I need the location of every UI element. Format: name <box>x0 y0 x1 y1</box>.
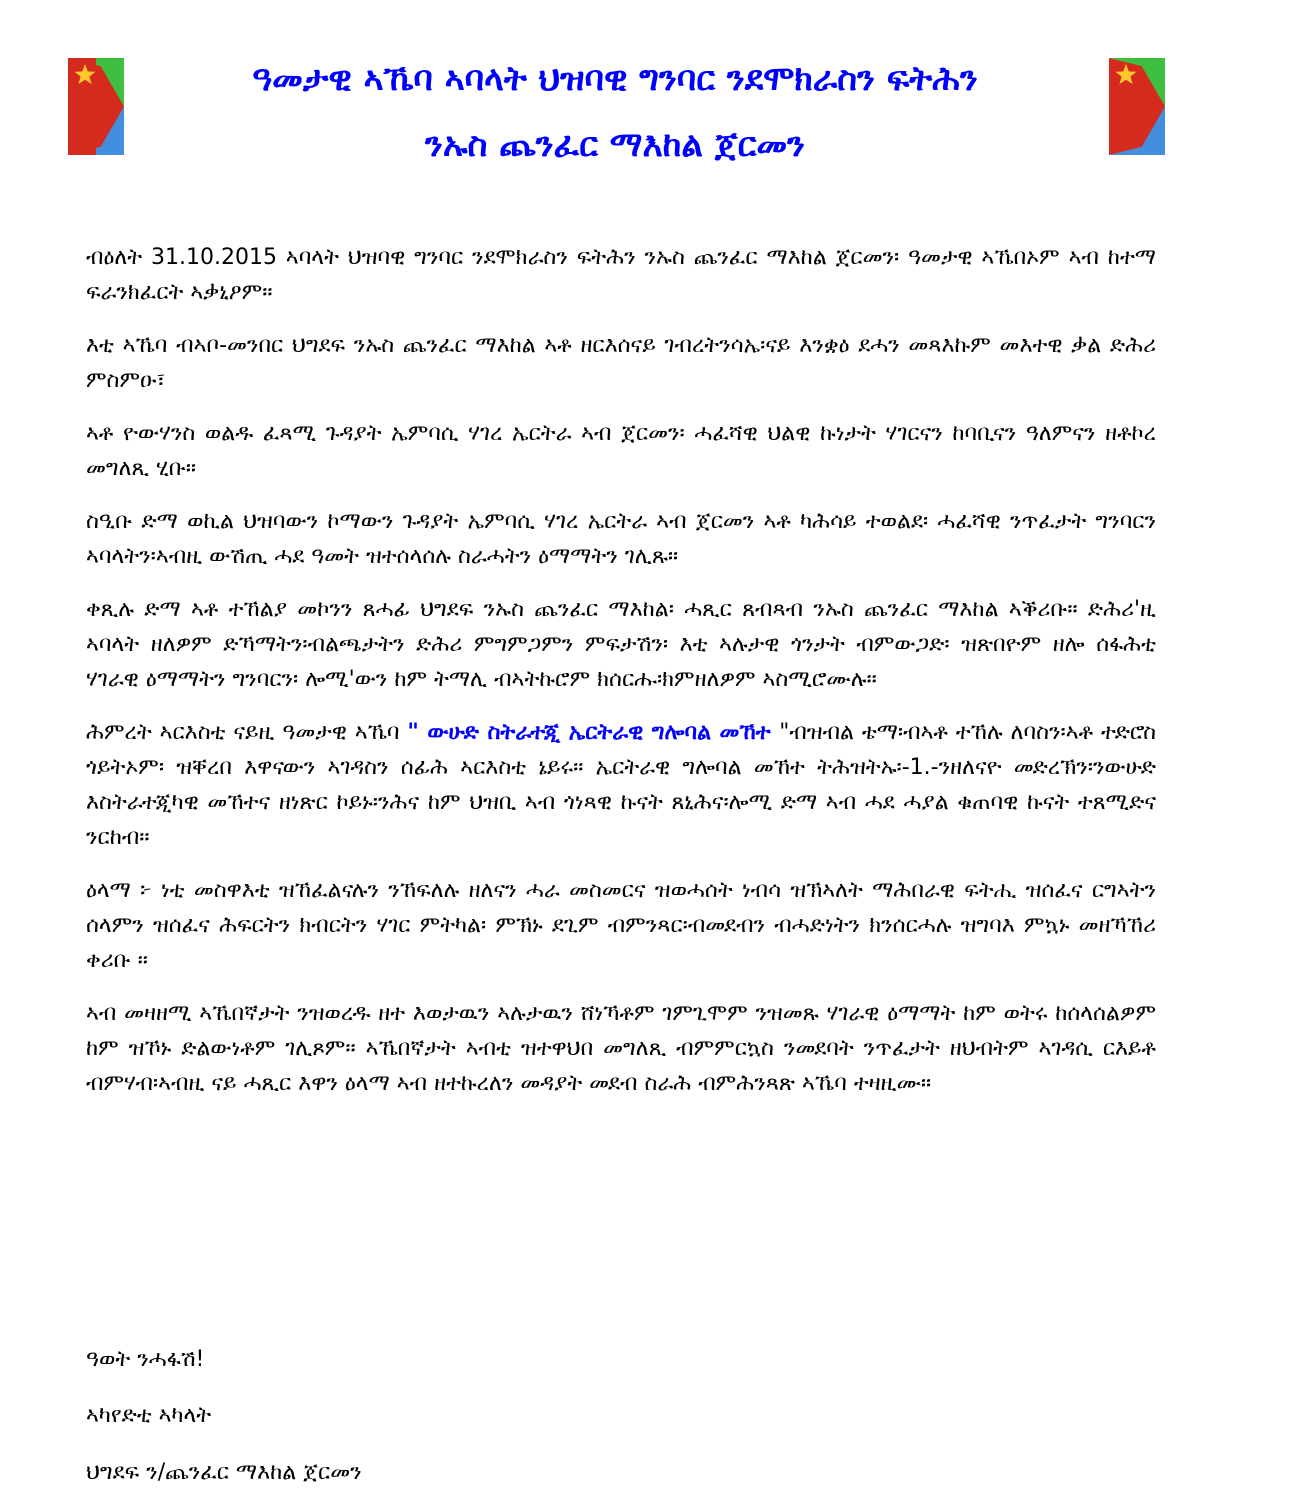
paragraph-secretary-report: ቀጺሉ ድማ ኣቶ ተኸልያ መኮንን ጸሓፊ ህግደፍ ንኡስ ጨንፈር ማእከል፡ ሓጺር ጸብጻብ ንኡስ ጨንፈር ማእከል ኣቕሪቡ። ድሕሪ'ዚ ኣባላት ዘለዎም ድኻማትን፡ብልጫታትን ድሕሪ ምግምጋምን ምፍታሽን፡ እቲ ኣሉታዊ ጎንታት ብምውጋድ፡ ዝጽበዮም ዘሎ ሰፋሕቲ ሃገራዊ ዕማማትን ግንባርን፡ ሎሚ'ውን ከም ትማሊ ብኣትኩሮም ክሰርሑ፡ክምዘለዎም ኣስሚሮሙሉ። <box>86 597 1156 692</box>
paragraph-conclusion: ኣብ መዛዘሚ ኣኼበኛታት ንዝወረዱ ዘተ እወታዉን ኣሉታዉን ሸነኻቶም ገምጊሞም ንዝመጹ ሃገራዊ ዕማማት ከም ወትሩ ከሰላሰልዎም ከም ዝኾኑ ድልውነቶም ገሊጾም። ኣኼበኛታት ኣብቲ ዝተዋህበ መግለጺ ብምምርኳስ ንመደባት ንጥፈታት ዘህብትም ኣገዳሲ ርእይቶ ብምሃብ፡ኣብዚ ናይ ሓጺር እዋን ዕላማ ኣብ ዘተኩረለን መዳያት መደብ ስራሕ ብምሕንጻጽ ኣኼባ ተዛዚሙ። <box>86 1001 1156 1096</box>
theme-highlight: " ውሁድ ስትራተጂ ኤርትራዊ ግሎባል መኸተ <box>407 720 780 745</box>
paragraph-theme <box>86 715 1156 855</box>
closing-slogan: ዓወት ንሓፋሽ! <box>86 1347 205 1372</box>
paragraph-embassy-briefing: ኣቶ ዮውሃንስ ወልዱ ፈጻሚ ጉዳያት ኤምባሲ ሃገረ ኤርትራ ኣብ ጀርመን፡ ሓፈሻዊ ህልዊ ኩነታት ሃገርናን ከባቢናን ዓለምናን ዘቶኮረ መግለጺ ሂቡ። <box>86 421 1156 481</box>
eritrean-flag-icon <box>68 58 124 155</box>
document-body <box>86 240 1156 1119</box>
document-header <box>0 0 1294 180</box>
closing-organizers: ኣካየድቲ ኣካላት <box>86 1403 212 1428</box>
eritrean-flag-icon <box>1109 58 1165 155</box>
paragraph-community-affairs: ስዒቡ ድማ ወኪል ህዝባውን ኮማውን ጉዳያት ኤምባሲ ሃገረ ኤርትራ ኣብ ጀርመን ኣቶ ካሕሳይ ተወልደ፡ ሓፈሻዊ ንጥፈታት ግንባርን ኣባላትን፡ኣብዚ ውሽጢ ሓደ ዓመት ዝተሰላሰሉ ስራሓትን ዕማማትን ገሊጹ። <box>86 509 1156 569</box>
paragraph-objective: ዕላማ ፦ ነቲ መስዋእቲ ዝኸፈልናሉን ንኸፍለሉ ዘለናን ሓራ መስመርና ዝወሓሰት ነብሳ ዝኽኣለት ማሕበራዊ ፍትሒ ዝሰፈና ርግኣትን ሰላምን ዝሰፈና ሕፍርትን ክብርትን ሃገር ምትካል፡ ምኽኑ ደጊም ብምንጻር፡ብመደብን ብሓድነትን ክንሰርሓሉ ዝግባእ ምኳኑ መዘኻኸሪ ቀሪቡ ። <box>86 878 1156 973</box>
paragraph-opening: እቲ ኣኼባ ብኣቦ-መንበር ህግደፍ ንኡስ ጨንፈር ማእከል ኣቶ ዘርእሰናይ ገብረትንሳኤ፡ናይ እንቋዕ ደሓን መጻእኩም መእተዊ ቃል ድሕሪ ምስምዑ፣ <box>86 333 1156 393</box>
paragraph-date-venue: ብዕለት 31.10.2015 ኣባላት ህዝባዊ ግንባር ንደሞክራስን ፍትሕን ንኡስ ጨንፈር ማእከል ጀርመን፡ ዓመታዊ ኣኼበኦም ኣብ ከተማ ፍራንክፈርት ኣቃኒዖም። <box>86 245 1156 305</box>
theme-intro-text: ሕምረት ኣርእስቲ ናይዚ ዓመታዊ ኣኼባ <box>86 720 408 745</box>
document-title-line2: ንኡስ ጨንፈር ማእከል ጀርመን <box>425 125 805 165</box>
document-title-line1: ዓመታዊ ኣኼባ ኣባላት ህዝባዊ ግንባር ንደሞክራስን ፍትሕን <box>252 59 978 99</box>
closing-signature: ህግደፍ ን/ጨንፈር ማእከል ጀርመን <box>86 1460 362 1485</box>
theme-body-text: "ብዝብል ቴማ፡ብኣቶ ተኸሉ ለባስን፡ኣቶ ተድሮስ ጎይትኦም፡ ዝቐረበ እዋናውን ኣገዳስን ሰፊሕ ኣርእስቲ ኔይሩ። ኤርትራዊ ግሎባል መኸተ ትሕዝትኡ፡-1.-ንዘለናዮ መድረኽን፡ንውሁድ እስትራተጂካዊ መኸተና ዘነጽር ኮይኑ፡ንሕና ከም ህዝቢ ኣብ ጎነጻዊ ኩናት ጸኒሕና፡ሎሚ ድማ ኣብ ሓደ ሓያል ቁጠባዊ ኩናት ተጸሚድና ንርከብ። <box>86 720 1156 850</box>
